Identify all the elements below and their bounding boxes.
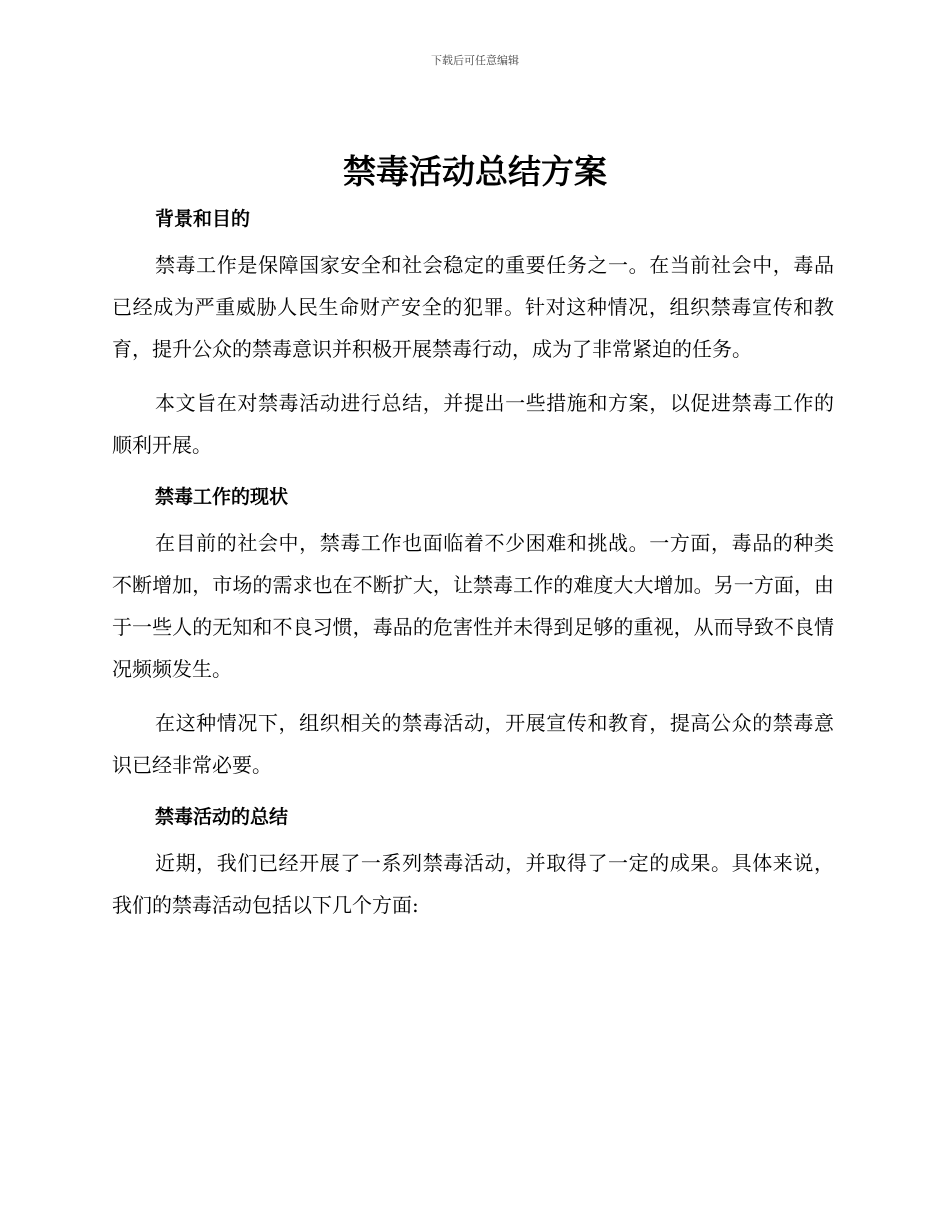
section-heading: 背景和目的	[155, 208, 251, 230]
paragraph: 在这种情况下，组织相关的禁毒活动，开展宣传和教育，提高公众的禁毒意识已经非常必要。	[112, 711, 834, 777]
page-header-note: 下载后可任意编辑	[431, 54, 519, 67]
paragraph: 禁毒工作是保障国家安全和社会稳定的重要任务之一。在当前社会中，毒品已经成为严重威胁人民生命财产安全的犯罪。针对这种情况，组织禁毒宣传和教育，提升公众的禁毒意识并积极开展禁毒行动，成为了非常紧迫的任务。	[112, 253, 834, 361]
paragraph: 近期，我们已经开展了一系列禁毒活动，并取得了一定的成果。具体来说，我们的禁毒活动包括以下几个方面:	[112, 851, 834, 917]
paragraph: 本文旨在对禁毒活动进行总结，并提出一些措施和方案，以促进禁毒工作的顺利开展。	[112, 391, 834, 457]
section-heading: 禁毒活动的总结	[155, 806, 289, 828]
section-heading: 禁毒工作的现状	[155, 486, 289, 508]
document-body	[112, 200, 834, 938]
document-title: 禁毒活动总结方案	[343, 152, 607, 191]
paragraph: 在目前的社会中，禁毒工作也面临着不少困难和挑战。一方面，毒品的种类不断增加，市场的需求也在不断扩大，让禁毒工作的难度大大增加。另一方面，由于一些人的无知和不良习惯，毒品的危害性并未得到足够的重视，从而导致不良情况频频发生。	[112, 531, 834, 681]
section-background	[112, 200, 834, 466]
section-summary	[112, 798, 834, 926]
section-current-status	[112, 478, 834, 786]
